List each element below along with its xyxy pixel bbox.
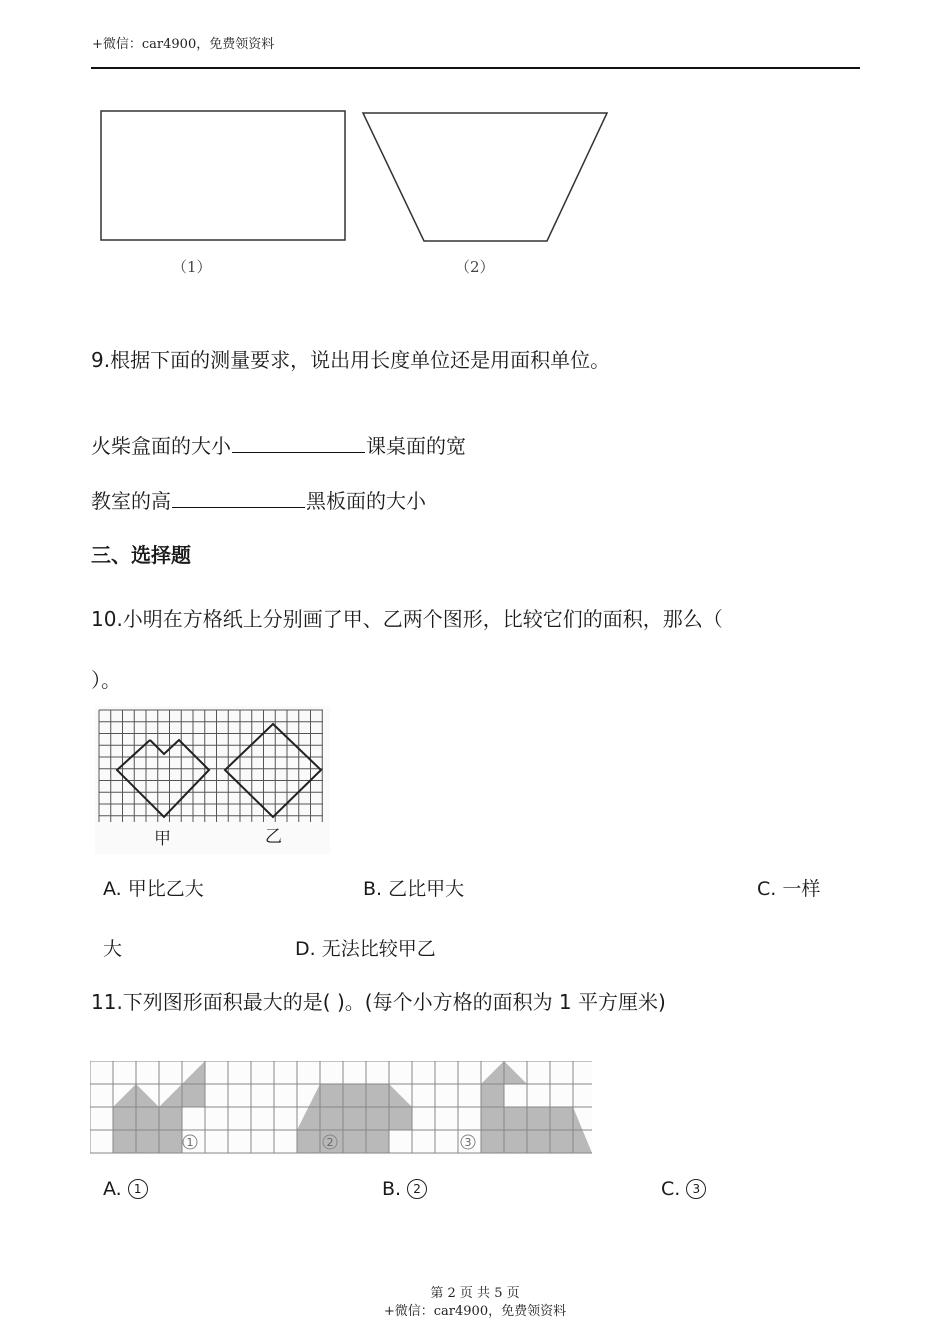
page-prefix: 第 [430, 1286, 444, 1301]
q11-grid-figure [90, 1061, 592, 1155]
q9-title: 9.根据下面的测量要求，说出用长度单位还是用面积单位。 [91, 348, 611, 372]
option-letter: C. [661, 1178, 681, 1200]
q9-item-desk: 课桌面的宽 [366, 434, 466, 458]
q10-option-b[interactable]: B. 乙比甲大 [363, 878, 465, 900]
header-rule [91, 67, 860, 69]
total-pages: 5 [494, 1286, 503, 1301]
q10-title-cont: ）。 [91, 668, 121, 692]
rectangle-shape [101, 111, 345, 240]
q11-option-a[interactable] [103, 1178, 148, 1200]
trapezoid-shape [363, 113, 607, 241]
option-letter: A. [103, 1178, 122, 1200]
page-mid: 页 共 [459, 1286, 491, 1301]
shapes-figure [95, 105, 615, 250]
fig-label-3: 3 [464, 1136, 472, 1149]
option-letter: B. [382, 1178, 402, 1200]
option-circled-number: 3 [686, 1179, 706, 1199]
label-jia: 甲 [154, 829, 171, 849]
fig-label-2: 2 [326, 1136, 334, 1149]
q10-option-d[interactable]: D. 无法比较甲乙 [295, 938, 436, 960]
q10-option-a[interactable]: A. 甲比乙大 [103, 878, 204, 900]
page-suffix: 页 [506, 1286, 520, 1301]
q10-grid-figure [95, 706, 330, 854]
fig-label-1: 1 [186, 1136, 194, 1149]
caption-figure-2: （2） [455, 258, 495, 276]
label-yi: 乙 [265, 827, 282, 847]
answer-blank-2[interactable] [172, 487, 305, 508]
q9-line-2 [91, 487, 426, 514]
q9-line-1 [91, 432, 466, 459]
option-circled-number: 2 [407, 1179, 427, 1199]
header-watermark: +微信：car4900，免费领资料 [92, 37, 275, 52]
answer-blank-1[interactable] [232, 432, 365, 453]
caption-figure-1: （1） [172, 258, 212, 276]
section-title: 三、选择题 [91, 543, 191, 567]
current-page: 2 [447, 1286, 456, 1301]
q10-option-c[interactable]: C. 一样 [757, 878, 821, 900]
option-circled-number: 1 [128, 1179, 148, 1199]
q10-option-c-cont: 大 [103, 938, 123, 960]
page-number [0, 1282, 950, 1301]
q9-item-classroom: 教室的高 [91, 489, 171, 513]
q11-option-b[interactable] [382, 1178, 427, 1200]
q9-item-matchbox: 火柴盒面的大小 [91, 434, 231, 458]
q11-option-c[interactable] [661, 1178, 706, 1200]
q10-title: 10.小明在方格纸上分别画了甲、乙两个图形，比较它们的面积，那么（ [91, 607, 723, 631]
q9-item-blackboard: 黑板面的大小 [306, 489, 426, 513]
footer-watermark: +微信：car4900，免费领资料 [383, 1304, 567, 1319]
q11-title: 11.下列图形面积最大的是( )。(每个小方格的面积为 1 平方厘米) [91, 990, 666, 1014]
